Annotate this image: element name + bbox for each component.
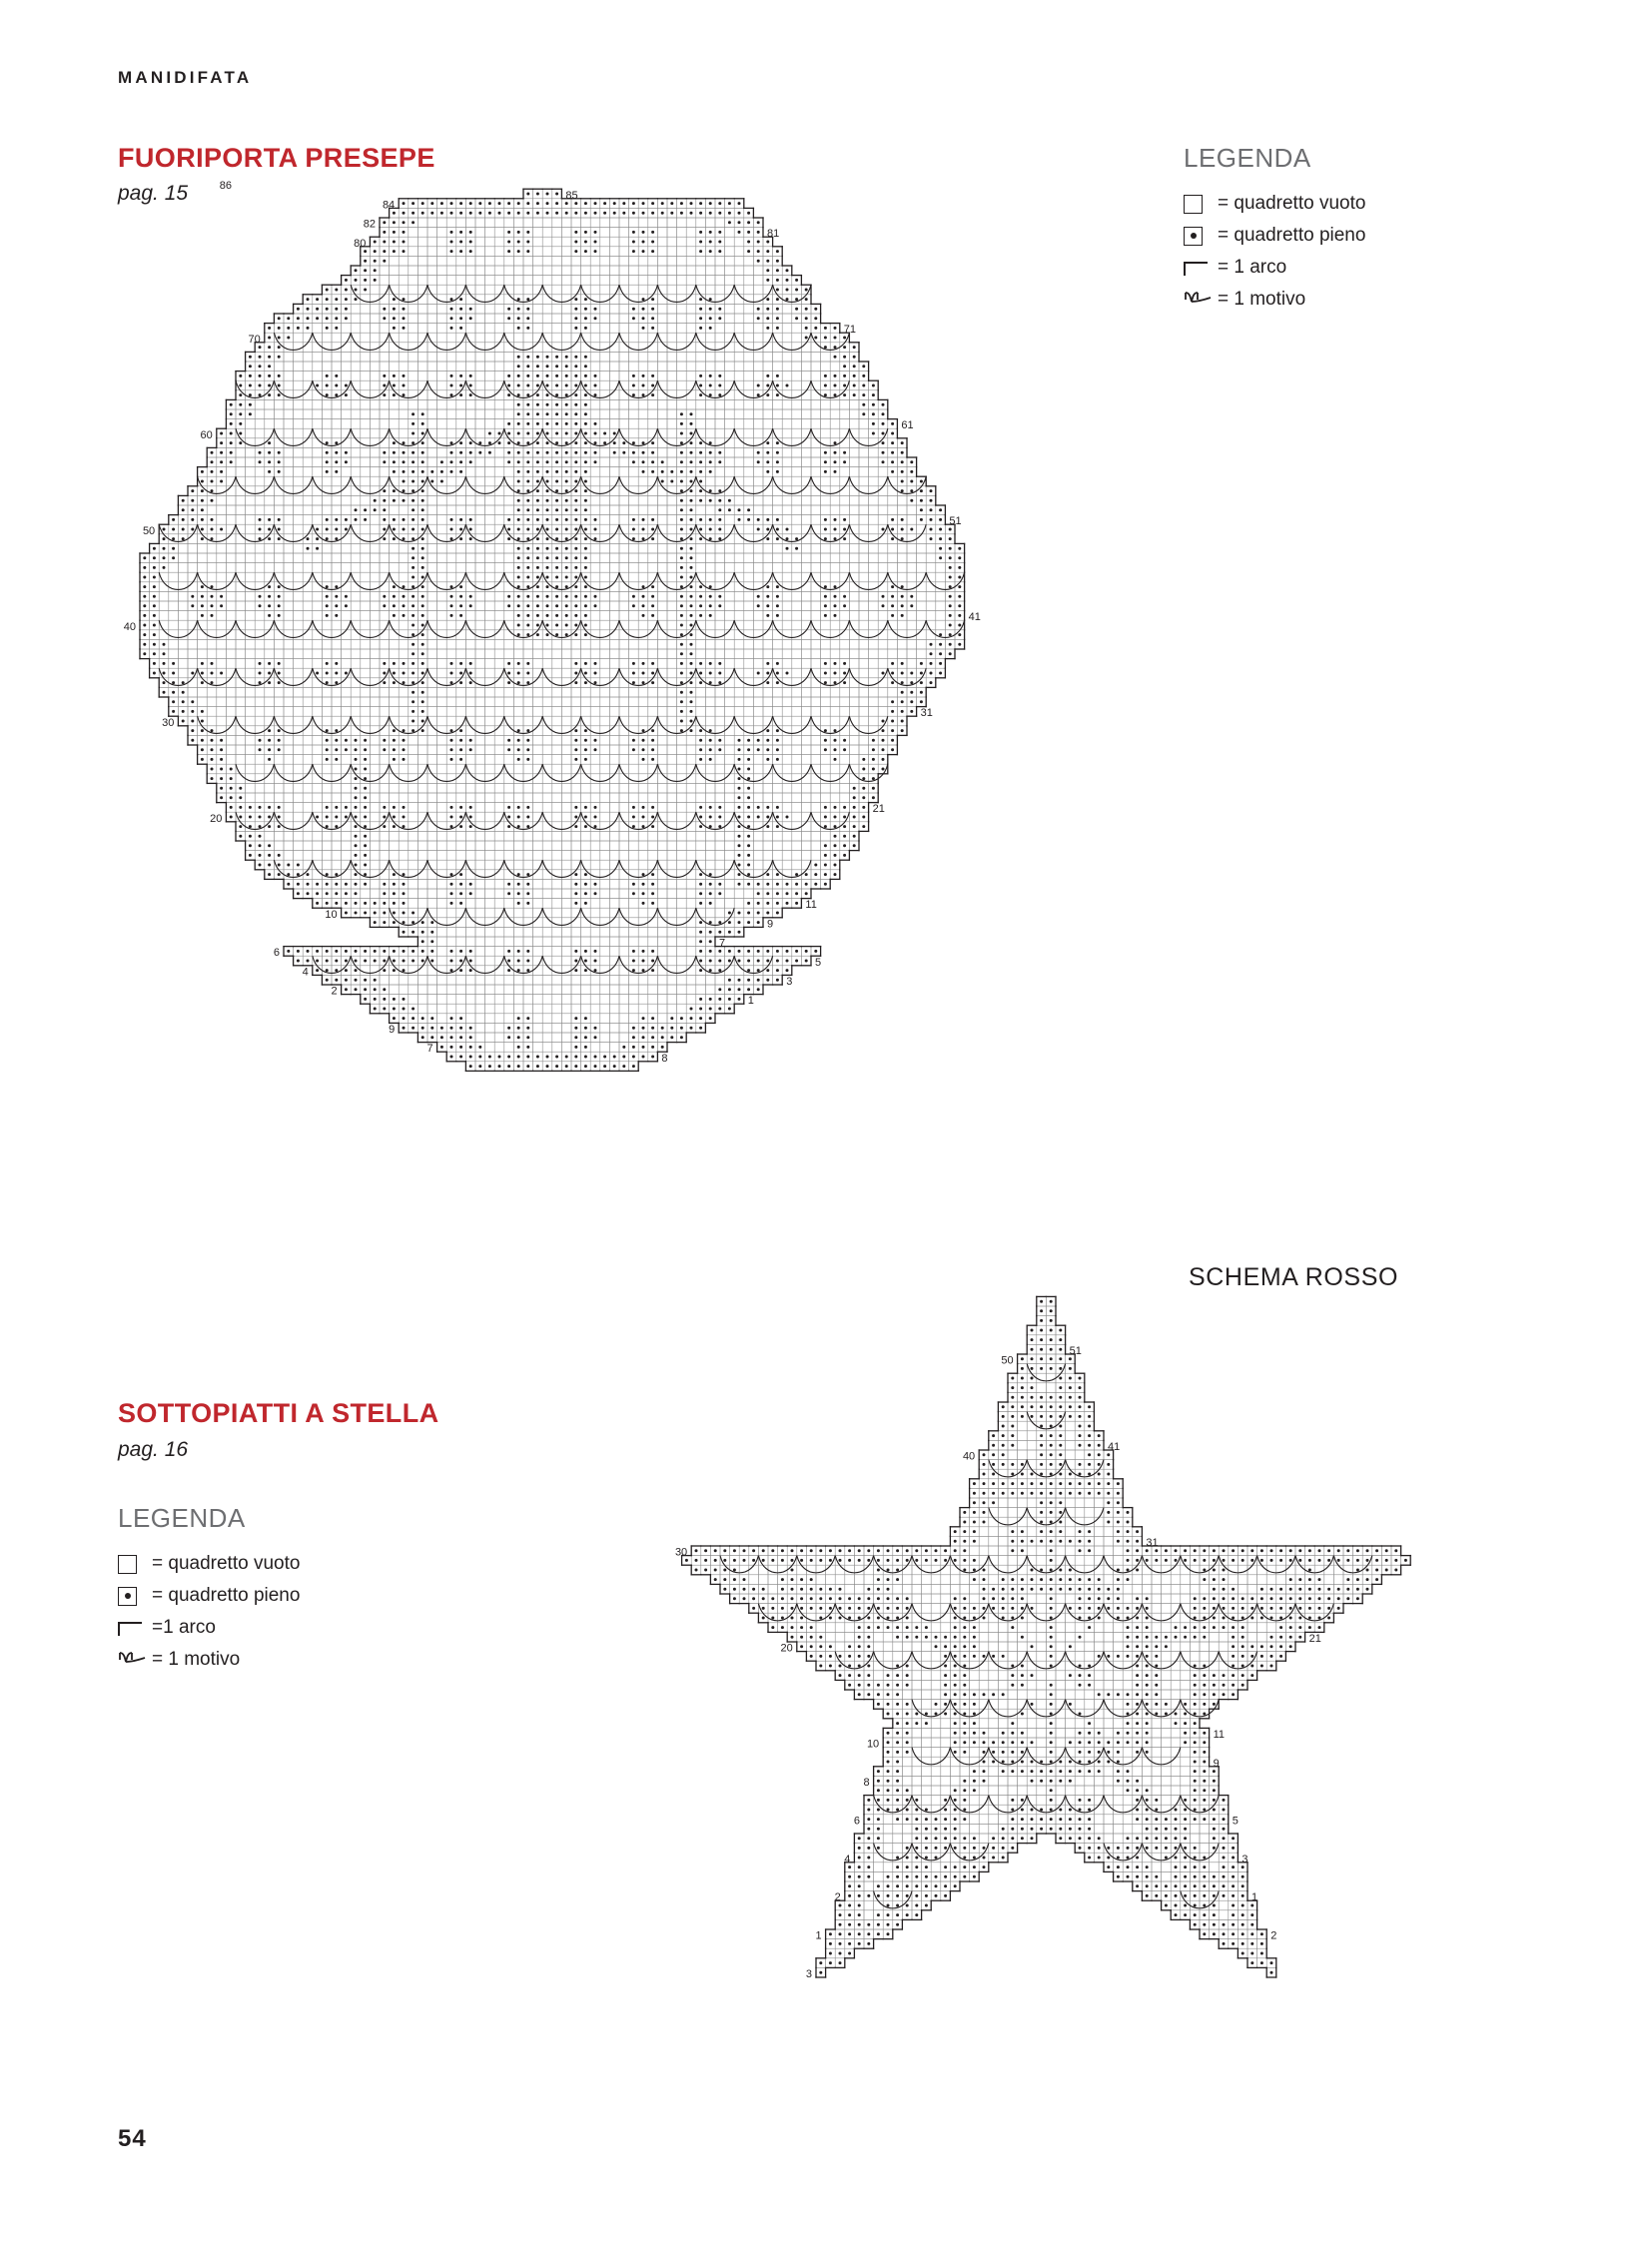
page-number: 54: [118, 2125, 147, 2152]
schema-rosso-label: SCHEMA ROSSO: [1189, 1263, 1399, 1291]
legend-item-label: = quadretto vuoto: [152, 1553, 301, 1574]
legend-item-filled-square: [1184, 220, 1365, 252]
arc-icon: [118, 1620, 152, 1636]
project-subtitle-sottopiatti: pag. 16: [118, 1438, 189, 1461]
chart-fuoriporta-presepe: [105, 130, 1114, 1248]
filled-square-icon: [1184, 227, 1218, 246]
legend-title: LEGENDA: [1184, 143, 1311, 173]
project-title-fuoriporta: FUORIPORTA PRESEPE: [118, 143, 435, 173]
filet-chart-svg: [105, 130, 1114, 1248]
arc-icon: [1184, 260, 1218, 276]
legend-item-motif: [1184, 284, 1365, 316]
legend-item-motif: [118, 1644, 300, 1676]
legend-item-label: = 1 arco: [1218, 257, 1287, 278]
legend-item-label: = quadretto pieno: [1218, 225, 1366, 246]
legend-item-label: = quadretto vuoto: [1218, 193, 1366, 214]
empty-square-icon: [1184, 195, 1218, 214]
running-head: MANIDIFATA: [118, 68, 253, 87]
legend-item-label: =1 arco: [152, 1617, 216, 1638]
motif-icon: [1184, 290, 1218, 310]
legend-item-label: = 1 motivo: [152, 1649, 241, 1670]
legend-item-label: = 1 motivo: [1218, 289, 1306, 310]
empty-square-icon: [118, 1555, 152, 1574]
legend-title: LEGENDA: [118, 1503, 246, 1533]
legend-item-empty-square: [118, 1548, 300, 1580]
motif-icon: [118, 1650, 152, 1670]
legend-item-label: = quadretto pieno: [152, 1585, 301, 1606]
project-title-sottopiatti: SOTTOPIATTI A STELLA: [118, 1398, 439, 1428]
filet-chart-svg: [599, 1238, 1478, 2067]
legend-item-arc: [1184, 252, 1365, 284]
filled-square-icon: [118, 1587, 152, 1606]
legend-item-filled-square: [118, 1580, 300, 1612]
legend-item-empty-square: [1184, 188, 1365, 220]
project-subtitle-fuoriporta: pag. 15: [118, 182, 189, 205]
legend-item-arc: [118, 1612, 300, 1644]
legend-bottom: [118, 1503, 300, 1676]
chart-sottopiatti-a-stella: [599, 1238, 1478, 2067]
legend-top: [1184, 143, 1365, 316]
